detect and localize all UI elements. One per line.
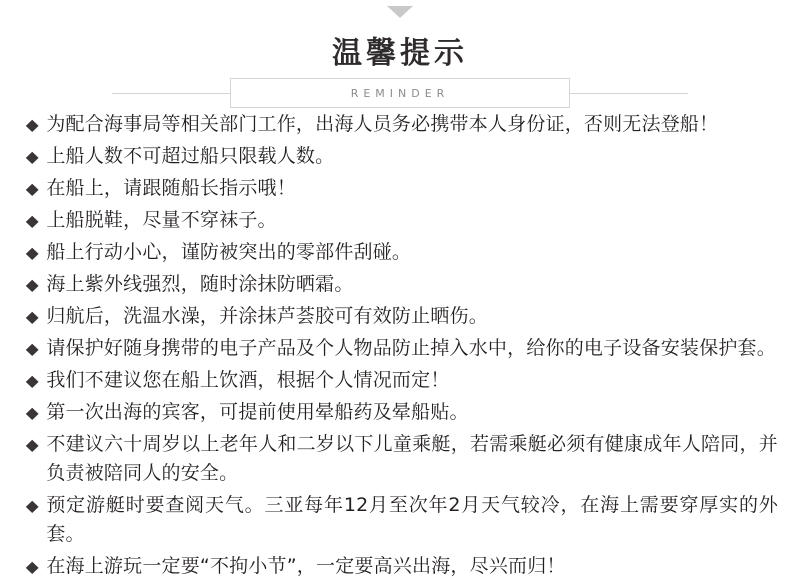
list-item-text: 在船上，请跟随船长指示哦！ bbox=[46, 177, 296, 199]
diamond-bullet-icon: ◆ bbox=[25, 211, 39, 230]
diamond-bullet-icon: ◆ bbox=[25, 371, 39, 390]
diamond-bullet-icon: ◆ bbox=[25, 243, 39, 262]
list-item-text: 预定游艇时要查阅天气。三亚每年12月至次年2月天气较冷，在海上需要穿厚实的外套。 bbox=[46, 494, 778, 545]
list-item-text: 在海上游玩一定要“不拘小节”，一定要高兴出海，尽兴而归！ bbox=[46, 555, 566, 577]
page-header bbox=[0, 36, 800, 108]
diamond-bullet-icon: ◆ bbox=[25, 496, 39, 515]
list-item bbox=[26, 142, 778, 171]
list-item bbox=[26, 552, 778, 581]
list-item bbox=[26, 110, 778, 139]
page-title: 温馨提示 bbox=[332, 36, 468, 71]
list-item bbox=[26, 366, 778, 395]
diamond-bullet-icon: ◆ bbox=[25, 179, 39, 198]
list-item bbox=[26, 334, 778, 363]
rule-top bbox=[230, 78, 570, 79]
list-item bbox=[26, 398, 778, 427]
diamond-bullet-icon: ◆ bbox=[25, 275, 39, 294]
diamond-bullet-icon: ◆ bbox=[25, 307, 39, 326]
rule-right bbox=[570, 93, 688, 94]
tips-list bbox=[26, 110, 778, 584]
list-item-text: 我们不建议您在船上饮酒，根据个人情况而定！ bbox=[46, 369, 450, 391]
diamond-bullet-icon: ◆ bbox=[25, 403, 39, 422]
list-item bbox=[26, 302, 778, 331]
diamond-bullet-icon: ◆ bbox=[25, 339, 39, 358]
list-item-text: 不建议六十周岁以上老年人和二岁以下儿童乘艇，若需乘艇必须有健康成年人陪同，并负责被陪同人的安全。 bbox=[46, 433, 778, 484]
list-item bbox=[26, 238, 778, 267]
page-subtitle: REMINDER bbox=[343, 87, 458, 100]
rule-bottom bbox=[230, 107, 570, 108]
list-item-text: 船上行动小心，谨防被突出的零部件刮碰。 bbox=[46, 241, 412, 263]
list-item-text: 海上紫外线强烈，随时涂抹防晒霜。 bbox=[46, 273, 354, 295]
list-item-text: 归航后，洗温水澡，并涂抹芦荟胶可有效防止晒伤。 bbox=[46, 305, 488, 327]
page-subtitle-rule bbox=[0, 78, 800, 108]
list-item-text: 第一次出海的宾客，可提前使用晕船药及晕船贴。 bbox=[46, 401, 469, 423]
list-item bbox=[26, 491, 778, 549]
list-item-text: 请保护好随身携带的电子产品及个人物品防止掉入水中，给你的电子设备安装保护套。 bbox=[46, 337, 776, 359]
diamond-bullet-icon: ◆ bbox=[25, 147, 39, 166]
list-item bbox=[26, 174, 778, 203]
list-item-text: 为配合海事局等相关部门工作，出海人员务必携带本人身份证，否则无法登船！ bbox=[46, 113, 719, 135]
rule-left bbox=[112, 93, 230, 94]
list-item-text: 上船脱鞋，尽量不穿袜子。 bbox=[46, 209, 277, 231]
diamond-bullet-icon: ◆ bbox=[25, 435, 39, 454]
list-item bbox=[26, 430, 778, 488]
caret-down-icon bbox=[0, 6, 800, 18]
list-item-text: 上船人数不可超过船只限载人数。 bbox=[46, 145, 335, 167]
list-item bbox=[26, 206, 778, 235]
diamond-bullet-icon: ◆ bbox=[25, 115, 39, 134]
subtitle-frame bbox=[230, 78, 570, 108]
list-item bbox=[26, 270, 778, 299]
diamond-bullet-icon: ◆ bbox=[25, 557, 39, 576]
